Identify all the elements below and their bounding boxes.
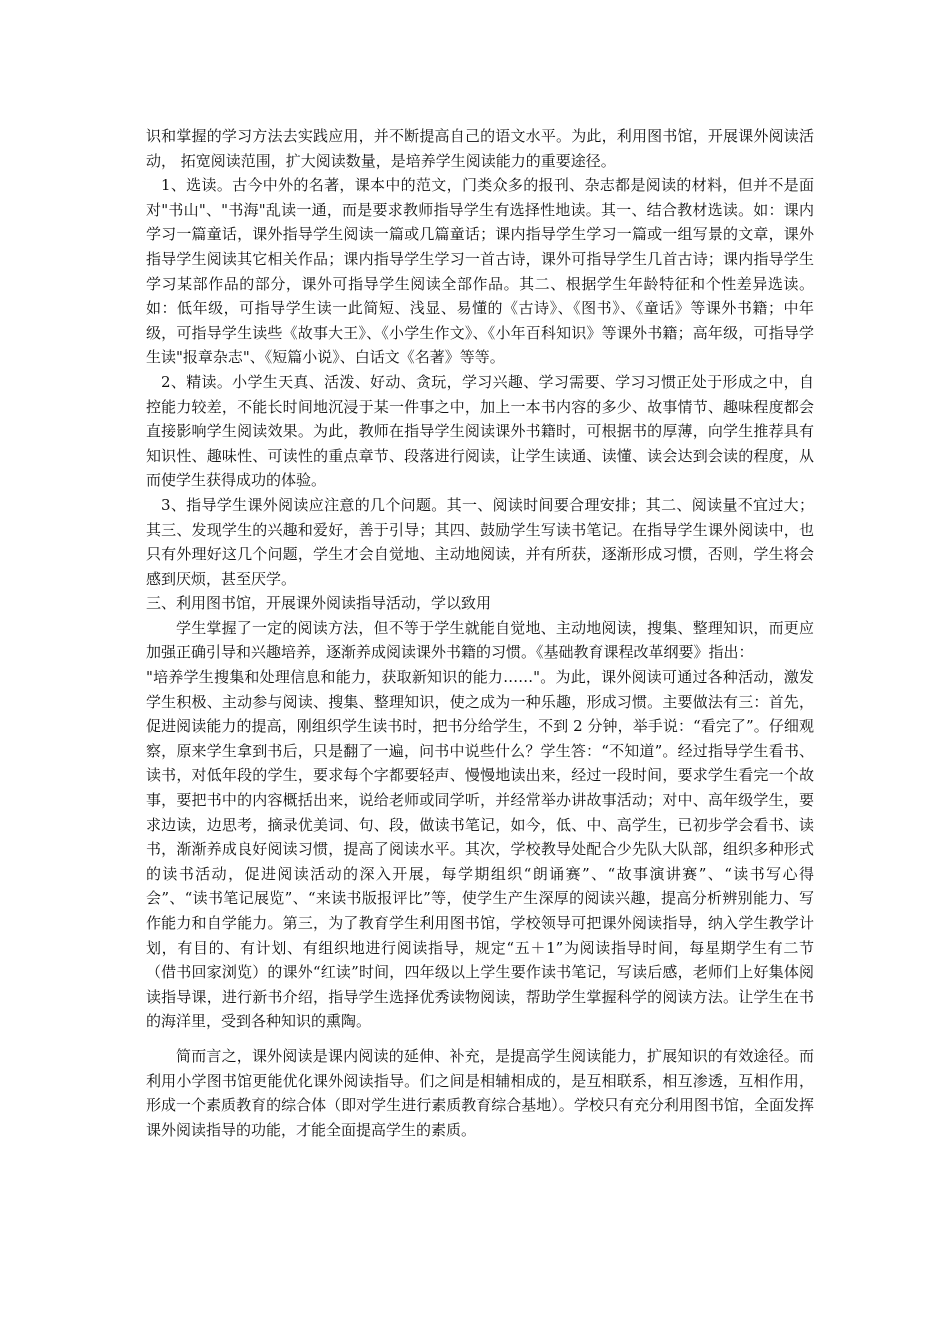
document-body xyxy=(146,124,814,1142)
section-heading-three: 三、利用图书馆，开展课外阅读指导活动，学以致用 xyxy=(146,594,492,613)
paragraph-selective-reading: 1、选读。古今中外的名著，课本中的范文，门类众多的报刊、杂志都是阅读的材料，但并不是面对"书山"、"书海"乱读一通，而是要求教师指导学生有选择性地读。其一、结合教材选读。如：课内学习一篇童话，课外指导学生阅读一篇或几篇童话；课内指导学生学习一篇或一组写景的文章，课外指导学生阅读其它相关作品；课内指导学生学习一首古诗，课外可指导学生几首古诗；课内指导学生学习某部作品的部分，课外可指导学生阅读全部作品。其二、根据学生年龄特征和个性差异选读。如：低年级，可指导学生读一此简短、浅显、易懂的《古诗》、《图书》、《童话》等课外书籍；中年级，可指导学生读些《故事大王》、《小学生作文》、《小年百科知识》等课外书籍；高年级，可指导学生读"报章杂志"、《短篇小说》、白话文《名著》等等。 xyxy=(146,176,814,367)
paragraph-intro-continuation: 识和掌握的学习方法去实践应用，并不断提高自己的语文水平。为此，利用图书馆，开展课外阅读活动， 拓宽阅读范围，扩大阅读数量，是培养学生阅读能力的重要途径。 xyxy=(146,127,814,170)
paragraph-guidance-issues: 3、指导学生课外阅读应注意的几个问题。其一、阅读时间要合理安排；其二、阅读量不宜过大；其三、发现学生的兴趣和爱好，善于引导；其四、鼓励学生写读书笔记。在指导学生课外阅读中，也只有外理好这几个问题，学生才会自觉地、主动地阅读，并有所获，逐渐形成习惯，否则，学生将会感到厌烦，甚至厌学。 xyxy=(146,495,814,588)
paragraph-reading-habits: 学生掌握了一定的阅读方法，但不等于学生就能自觉地、主动地阅读，搜集、整理知识，而更应加强正确引导和兴趣培养，逐渐养成阅读课外书籍的习惯。《基础教育课程改革纲要》指出： xyxy=(146,618,814,662)
paragraph-quote-and-methods: "培养学生搜集和处理信息和能力，获取新知识的能力……"。为此，课外阅读可通过各种活动，激发学生积极、主动参与阅读、搜集、整理知识，使之成为一种乐趣，形成习惯。主要做法有三：首先，促进阅读能力的提高，刚组织学生读书时，把书分给学生，不到 2 分钟，举手说：“看完了”。仔细观察，原来学生拿到书后，只是翻了一遍，问书中说些什么？学生答：“不知道”。经过指导学生看书、读书，对低年段的学生，要求每个字都要轻声、慢慢地读出来，经过一段时间，要求学生看完一个故事，要把书中的内容概括出来，说给老师或同学听，并经常举办讲故事活动；对中、高年级学生，要求边读，边思考，摘录优美词、句、段，做读书笔记，如今，低、中、高学生，已初步学会看书、读书，渐渐养成良好阅读习惯，提高了阅读水平。其次，学校教导处配合少先队大队部，组织多种形式的读书活动，促进阅读活动的深入开展，每学期组织“朗诵赛”、“故事演讲赛”、“读书写心得会”、“读书笔记展览”、“来读书版报评比”等，使学生产生深厚的阅读兴趣，提高分析辨别能力、写作能力和自学能力。第三，为了教育学生利用图书馆，学校领导可把课外阅读指导，纳入学生教学计划，有目的、有计划、有组织地进行阅读指导，规定“五＋1”为阅读指导时间，每星期学生有二节（借书回家浏览）的课外“红读”时间，四年级以上学生要作读书笔记，写读后感，老师们上好集体阅读指导课，进行新书介绍，指导学生选择优秀读物阅读，帮助学生掌握科学的阅读方法。让学生在书的海洋里，受到各种知识的熏陶。 xyxy=(146,668,814,1031)
paragraph-conclusion: 简而言之，课外阅读是课内阅读的延伸、补充，是提高学生阅读能力，扩展知识的有效途径。而利用小学图书馆更能优化课外阅读指导。们之间是相辅相成的，是互相联系，相互渗透，互相作用，形成一个素质教育的综合体（即对学生进行素质教育综合基地）。学校只有充分利用图书馆，全面发挥课外阅读指导的功能，才能全面提高学生的素质。 xyxy=(146,1046,814,1139)
paragraph-intensive-reading: 2、精读。小学生天真、活泼、好动、贪玩，学习兴趣、学习需要、学习习惯正处于形成之中，自控能力较差，不能长时间地沉浸于某一件事之中，加上一本书内容的多少、故事情节、趣味程度都会直接影响学生阅读效果。为此，教师在指导学生阅读课外书籍时，可根据书的厚薄，向学生推荐具有知识性、趣味性、可读性的重点章节、段落进行阅读，让学生读通、读懂、读会达到会读的程度，从而使学生获得成功的体验。 xyxy=(146,372,814,490)
paragraph-spacer xyxy=(146,1034,814,1044)
